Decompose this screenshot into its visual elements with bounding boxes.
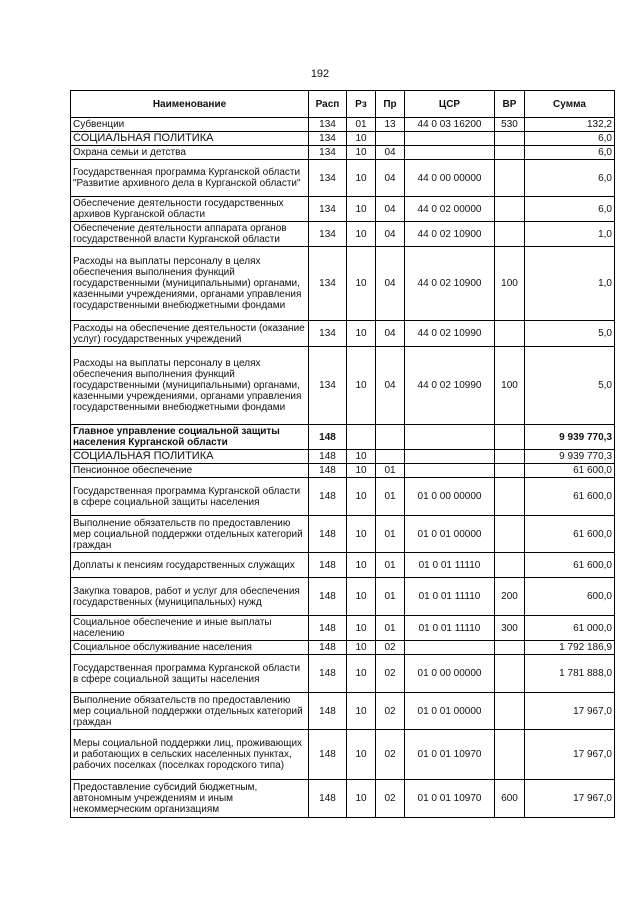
row-rasp-cell: 148: [309, 450, 347, 464]
row-pr-cell: 04: [376, 321, 405, 347]
row-vr-cell: [495, 146, 525, 160]
row-rasp-cell: 134: [309, 321, 347, 347]
row-rasp-cell: 148: [309, 464, 347, 478]
table-row: [71, 118, 615, 132]
row-sum-cell: 1 781 888,0: [525, 655, 615, 693]
row-csr-cell: [405, 450, 495, 464]
row-pr-cell: 01: [376, 464, 405, 478]
page-number: 192: [310, 68, 330, 80]
row-sum-cell: 6,0: [525, 160, 615, 197]
row-name-cell: СОЦИАЛЬНАЯ ПОЛИТИКА: [71, 132, 309, 146]
table-row: [71, 578, 615, 616]
row-sum-cell: 1,0: [525, 247, 615, 321]
col-header-name: Наименование: [71, 91, 309, 118]
row-rasp-cell: 148: [309, 553, 347, 578]
row-rz-cell: 10: [347, 655, 376, 693]
row-vr-cell: 600: [495, 780, 525, 818]
row-pr-cell: 01: [376, 516, 405, 553]
row-name-cell: Расходы на выплаты персоналу в целях обеспечения выполнения функций государственными (муниципальными) органами, казенными учреждениями, органами управления государственными внебюджетными фондами: [71, 247, 309, 321]
row-sum-cell: 61 000,0: [525, 616, 615, 641]
row-sum-cell: 17 967,0: [525, 693, 615, 730]
row-name-cell: Пенсионное обеспечение: [71, 464, 309, 478]
row-vr-cell: [495, 655, 525, 693]
table-row: [71, 160, 615, 197]
row-vr-cell: [495, 693, 525, 730]
row-csr-cell: 44 0 02 10990: [405, 347, 495, 425]
row-csr-cell: 44 0 02 10900: [405, 247, 495, 321]
row-rz-cell: 10: [347, 616, 376, 641]
row-csr-cell: 01 0 01 00000: [405, 516, 495, 553]
row-csr-cell: 01 0 01 11110: [405, 616, 495, 641]
row-sum-cell: 5,0: [525, 321, 615, 347]
row-name-cell: Меры социальной поддержки лиц, проживающих и работающих в сельских населенных пунктах, рабочих поселках (поселках городского типа): [71, 730, 309, 780]
row-name-cell: Главное управление социальной защиты населения Курганской области: [71, 425, 309, 450]
row-rasp-cell: 148: [309, 516, 347, 553]
row-csr-cell: 44 0 00 00000: [405, 160, 495, 197]
row-csr-cell: 44 0 03 16200: [405, 118, 495, 132]
row-rasp-cell: 134: [309, 347, 347, 425]
row-rz-cell: 10: [347, 478, 376, 516]
table-row: [71, 641, 615, 655]
row-vr-cell: [495, 425, 525, 450]
table-row: [71, 247, 615, 321]
col-header-csr: ЦСР: [405, 91, 495, 118]
row-rz-cell: 10: [347, 693, 376, 730]
table-body: [71, 118, 615, 818]
row-rz-cell: 10: [347, 730, 376, 780]
row-csr-cell: [405, 425, 495, 450]
row-rasp-cell: 148: [309, 478, 347, 516]
row-csr-cell: 01 0 01 10970: [405, 730, 495, 780]
row-csr-cell: 44 0 02 10900: [405, 222, 495, 247]
row-sum-cell: 6,0: [525, 146, 615, 160]
row-vr-cell: [495, 478, 525, 516]
table-row: [71, 655, 615, 693]
row-vr-cell: 200: [495, 578, 525, 616]
row-sum-cell: 61 600,0: [525, 516, 615, 553]
row-rz-cell: [347, 425, 376, 450]
row-pr-cell: 02: [376, 780, 405, 818]
row-pr-cell: 02: [376, 693, 405, 730]
row-rasp-cell: 134: [309, 146, 347, 160]
row-name-cell: Выполнение обязательств по предоставлению мер социальной поддержки отдельных категорий граждан: [71, 693, 309, 730]
row-pr-cell: 04: [376, 247, 405, 321]
row-rasp-cell: 134: [309, 118, 347, 132]
row-csr-cell: 01 0 00 00000: [405, 655, 495, 693]
row-name-cell: Расходы на обеспечение деятельности (оказание услуг) государственных учреждений: [71, 321, 309, 347]
row-sum-cell: 5,0: [525, 347, 615, 425]
row-rz-cell: 10: [347, 222, 376, 247]
table-row: [71, 616, 615, 641]
row-pr-cell: [376, 450, 405, 464]
row-vr-cell: [495, 516, 525, 553]
row-csr-cell: 01 0 01 11110: [405, 578, 495, 616]
row-vr-cell: 100: [495, 247, 525, 321]
row-csr-cell: [405, 132, 495, 146]
row-rz-cell: 10: [347, 146, 376, 160]
row-rasp-cell: 134: [309, 132, 347, 146]
row-name-cell: Субвенции: [71, 118, 309, 132]
row-pr-cell: 04: [376, 197, 405, 222]
row-sum-cell: 17 967,0: [525, 780, 615, 818]
row-vr-cell: 100: [495, 347, 525, 425]
row-csr-cell: [405, 641, 495, 655]
row-pr-cell: 13: [376, 118, 405, 132]
row-name-cell: Расходы на выплаты персоналу в целях обеспечения выполнения функций государственными (муниципальными) органами, казенными учреждениями, органами управления государственными внебюджетными фондами: [71, 347, 309, 425]
row-vr-cell: [495, 197, 525, 222]
row-vr-cell: [495, 321, 525, 347]
row-vr-cell: [495, 160, 525, 197]
row-vr-cell: [495, 730, 525, 780]
row-pr-cell: 01: [376, 478, 405, 516]
row-name-cell: Предоставление субсидий бюджетным, автономным учреждениям и иным некоммерческим организациям: [71, 780, 309, 818]
row-name-cell: СОЦИАЛЬНАЯ ПОЛИТИКА: [71, 450, 309, 464]
row-rasp-cell: 148: [309, 693, 347, 730]
row-name-cell: Государственная программа Курганской области в сфере социальной защиты населения: [71, 478, 309, 516]
row-rz-cell: 10: [347, 780, 376, 818]
table-row: [71, 478, 615, 516]
table-row: [71, 425, 615, 450]
row-name-cell: Обеспечение деятельности государственных архивов Курганской области: [71, 197, 309, 222]
row-sum-cell: 1,0: [525, 222, 615, 247]
row-name-cell: Государственная программа Курганской области "Развитие архивного дела в Курганской области": [71, 160, 309, 197]
row-sum-cell: 6,0: [525, 197, 615, 222]
row-vr-cell: 300: [495, 616, 525, 641]
table-row: [71, 730, 615, 780]
row-name-cell: Государственная программа Курганской области в сфере социальной защиты населения: [71, 655, 309, 693]
row-rasp-cell: 148: [309, 616, 347, 641]
row-rz-cell: 01: [347, 118, 376, 132]
row-rz-cell: 10: [347, 160, 376, 197]
row-sum-cell: 61 600,0: [525, 478, 615, 516]
table-row: [71, 347, 615, 425]
row-name-cell: Доплаты к пенсиям государственных служащих: [71, 553, 309, 578]
row-rz-cell: 10: [347, 516, 376, 553]
row-rz-cell: 10: [347, 450, 376, 464]
row-sum-cell: 9 939 770,3: [525, 450, 615, 464]
row-pr-cell: [376, 132, 405, 146]
row-rasp-cell: 148: [309, 425, 347, 450]
table-row: [71, 222, 615, 247]
row-vr-cell: 530: [495, 118, 525, 132]
row-name-cell: Закупка товаров, работ и услуг для обеспечения государственных (муниципальных) нужд: [71, 578, 309, 616]
row-rz-cell: 10: [347, 247, 376, 321]
row-rasp-cell: 134: [309, 222, 347, 247]
row-pr-cell: 02: [376, 730, 405, 780]
budget-table: [70, 90, 615, 818]
row-rz-cell: 10: [347, 641, 376, 655]
table-row: [71, 553, 615, 578]
row-name-cell: Социальное обеспечение и иные выплаты населению: [71, 616, 309, 641]
row-name-cell: Социальное обслуживание населения: [71, 641, 309, 655]
row-rz-cell: 10: [347, 553, 376, 578]
table-row: [71, 197, 615, 222]
row-rz-cell: 10: [347, 132, 376, 146]
table-row: [71, 464, 615, 478]
col-header-pr: Пр: [376, 91, 405, 118]
row-sum-cell: 1 792 186,9: [525, 641, 615, 655]
row-sum-cell: 6,0: [525, 132, 615, 146]
col-header-rz: Рз: [347, 91, 376, 118]
table-row: [71, 693, 615, 730]
row-pr-cell: [376, 425, 405, 450]
table-row: [71, 321, 615, 347]
row-pr-cell: 04: [376, 146, 405, 160]
row-rasp-cell: 148: [309, 655, 347, 693]
row-vr-cell: [495, 450, 525, 464]
row-sum-cell: 9 939 770,3: [525, 425, 615, 450]
row-sum-cell: 61 600,0: [525, 553, 615, 578]
row-vr-cell: [495, 464, 525, 478]
row-rasp-cell: 148: [309, 780, 347, 818]
row-pr-cell: 02: [376, 641, 405, 655]
table-row: [71, 146, 615, 160]
row-rasp-cell: 134: [309, 160, 347, 197]
row-pr-cell: 02: [376, 655, 405, 693]
row-pr-cell: 04: [376, 160, 405, 197]
row-csr-cell: [405, 146, 495, 160]
row-sum-cell: 17 967,0: [525, 730, 615, 780]
row-rasp-cell: 148: [309, 730, 347, 780]
row-rasp-cell: 148: [309, 641, 347, 655]
row-sum-cell: 132,2: [525, 118, 615, 132]
row-sum-cell: 61 600,0: [525, 464, 615, 478]
row-vr-cell: [495, 132, 525, 146]
row-pr-cell: 01: [376, 616, 405, 641]
row-vr-cell: [495, 641, 525, 655]
table-row: [71, 780, 615, 818]
row-vr-cell: [495, 553, 525, 578]
row-csr-cell: 01 0 01 10970: [405, 780, 495, 818]
row-pr-cell: 04: [376, 347, 405, 425]
table-row: [71, 132, 615, 146]
col-header-sum: Сумма: [525, 91, 615, 118]
row-sum-cell: 600,0: [525, 578, 615, 616]
row-pr-cell: 01: [376, 578, 405, 616]
row-rz-cell: 10: [347, 321, 376, 347]
row-pr-cell: 01: [376, 553, 405, 578]
row-csr-cell: 01 0 00 00000: [405, 478, 495, 516]
row-pr-cell: 04: [376, 222, 405, 247]
col-header-vr: ВР: [495, 91, 525, 118]
row-csr-cell: 01 0 01 11110: [405, 553, 495, 578]
table-row: [71, 516, 615, 553]
row-rz-cell: 10: [347, 464, 376, 478]
row-vr-cell: [495, 222, 525, 247]
col-header-rasp: Расп: [309, 91, 347, 118]
row-name-cell: Выполнение обязательств по предоставлению мер социальной поддержки отдельных категорий граждан: [71, 516, 309, 553]
table-row: [71, 450, 615, 464]
row-name-cell: Охрана семьи и детства: [71, 146, 309, 160]
row-csr-cell: 44 0 02 00000: [405, 197, 495, 222]
row-rz-cell: 10: [347, 578, 376, 616]
table-header-row: [71, 91, 615, 118]
row-csr-cell: [405, 464, 495, 478]
row-rasp-cell: 148: [309, 578, 347, 616]
row-rasp-cell: 134: [309, 247, 347, 321]
row-rz-cell: 10: [347, 347, 376, 425]
row-name-cell: Обеспечение деятельности аппарата органов государственной власти Курганской области: [71, 222, 309, 247]
row-rz-cell: 10: [347, 197, 376, 222]
row-rasp-cell: 134: [309, 197, 347, 222]
row-csr-cell: 44 0 02 10990: [405, 321, 495, 347]
row-csr-cell: 01 0 01 00000: [405, 693, 495, 730]
